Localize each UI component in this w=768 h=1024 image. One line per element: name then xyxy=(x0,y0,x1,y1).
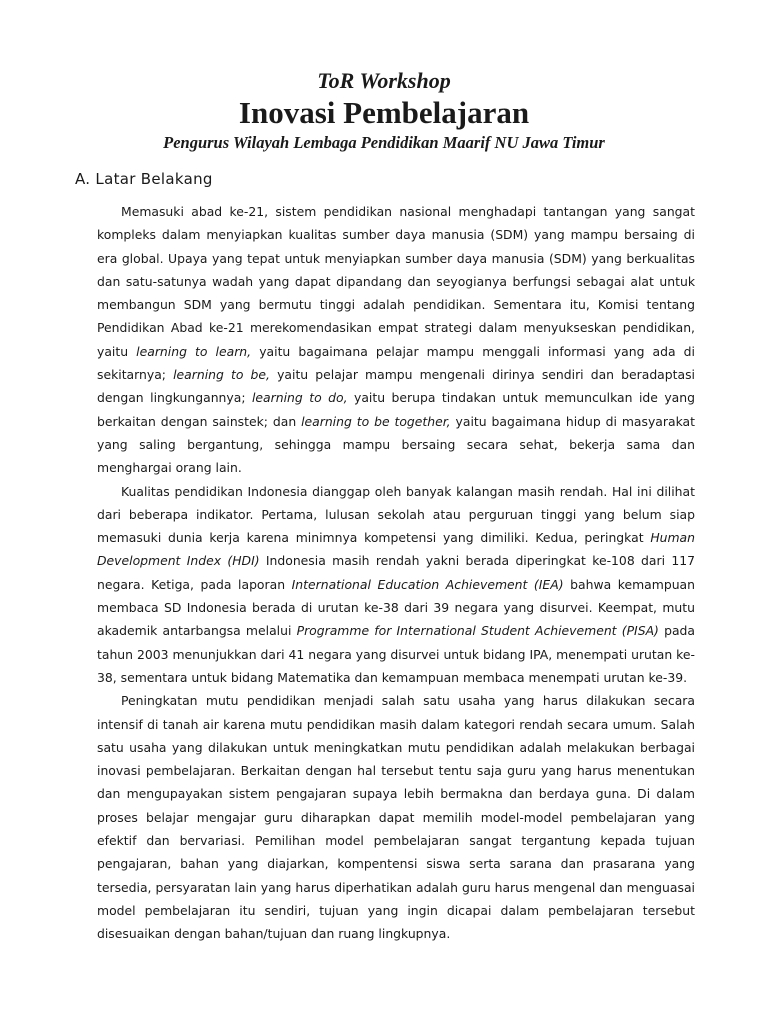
paragraph-2 xyxy=(97,480,695,690)
document-title: Inovasi Pembelajaran xyxy=(238,95,530,130)
paragraph-1-text-4: yaitu berupa tindakan untuk memunculkan ide yang berkaitan dengan sainstek; dan xyxy=(97,390,695,429)
section-heading: A. Latar Belakang xyxy=(75,170,213,188)
paragraph-1-term-3: learning to do, xyxy=(251,390,348,406)
paragraph-2-term-1: Human Development Index (HDI) xyxy=(97,530,695,569)
paragraph-1-text-2: yaitu bagaimana pelajar mampu menggali informasi yang ada di sekitarnya; xyxy=(97,343,695,383)
paragraph-2-text-1: Kualitas pendidikan Indonesia dianggap oleh banyak kalangan masih rendah. Hal ini dilihat dari beberapa indikator. Pertama, lulusan sekolah atau perguruan tinggi yang belum siap memasuki dunia kerja karena minimnya kompetensi yang dimiliki. Kedua, peringkat xyxy=(97,483,695,546)
paragraph-2-term-2: International Education Achievement (IEA) xyxy=(291,576,564,592)
paragraph-2-text-2: Indonesia masih rendah yakni berada diperingkat ke-108 dari 117 negara. Ketiga, pada laporan xyxy=(97,553,695,592)
paragraph-1 xyxy=(97,200,695,480)
document-header xyxy=(0,66,768,154)
section-body xyxy=(97,200,695,946)
paragraph-2-text-3: bahwa kemampuan membaca SD Indonesia berada di urutan ke-38 dari 39 negara yang disurvei. Keempat, mutu akademik antarbangsa melalui xyxy=(97,576,696,639)
paragraph-2-term-3: Programme for International Student Achievement (PISA) xyxy=(296,623,659,639)
paragraph-1-text-3: yaitu pelajar mampu mengenali dirinya sendiri dan beradaptasi dengan lingkungannya; xyxy=(97,367,695,406)
paragraph-1-text-5: yaitu bagaimana hidup di masyarakat yang saling bergantung, sehingga mampu bersaing secara sehat, bekerja sama dan menghargai orang lain. xyxy=(97,413,695,476)
document-subtitle: ToR Workshop xyxy=(317,68,451,93)
paragraph-1-text-1: Memasuki abad ke-21, sistem pendidikan nasional menghadapi tantangan yang sangat kompleks dalam menyiapkan kualitas sumber daya manusia (SDM) yang mampu bersaing di era global. Upaya yang tepat untuk menyiapkan sumber daya manusia (SDM) yang berkualitas dan satu-satunya wadah yang dapat dipandang dan seyogianya berfungsi sebagai alat untuk membangun SDM yang bermutu tinggi adalah pendidikan. Sementara itu, Komisi tentang Pendidikan Abad ke-21 merekomendasikan empat strategi dalam menyukseskan pendidikan, yaitu xyxy=(97,204,695,359)
paragraph-1-term-1: learning to learn, xyxy=(136,343,252,359)
paragraph-1-term-4: learning to be together, xyxy=(301,413,451,429)
paragraph-3: Peningkatan mutu pendidikan menjadi salah satu usaha yang harus dilakukan secara intensif di tanah air karena mutu pendidikan masih dalam kategori rendah secara umum. Salah satu usaha yang dilakukan untuk meningkatkan mutu pendidikan adalah melakukan berbagai inovasi pembelajaran. Berkaitan dengan hal tersebut tentu saja guru yang harus menentukan dan mengupayakan sistem pengajaran supaya lebih bermakna dan berdaya guna. Di dalam proses belajar mengajar guru diharapkan dapat memilih model-model pembelajaran yang efektif dan bervariasi. Pemilihan model pembelajaran sangat tergantung kepada tujuan pengajaran, bahan yang diajarkan, kompentensi siswa serta sarana dan prasarana yang tersedia, persyaratan lain yang harus diperhatikan adalah guru harus mengenal dan menguasai model pembelajaran itu sendiri, tujuan yang ingin dicapai dalam pembelajaran tersebut disesuaikan dengan bahan/tujuan dan ruang lingkupnya. xyxy=(97,693,695,942)
paragraph-1-term-2: learning to be, xyxy=(173,367,270,383)
paragraph-2-text-4: pada tahun 2003 menunjukkan dari 41 negara yang disurvei untuk bidang IPA, menempati urutan ke-38, sementara untuk bidang Matematika dan kemampuan membaca menempati urutan ke-39. xyxy=(97,623,695,685)
organization-name: Pengurus Wilayah Lembaga Pendidikan Maarif NU Jawa Timur xyxy=(163,133,605,152)
